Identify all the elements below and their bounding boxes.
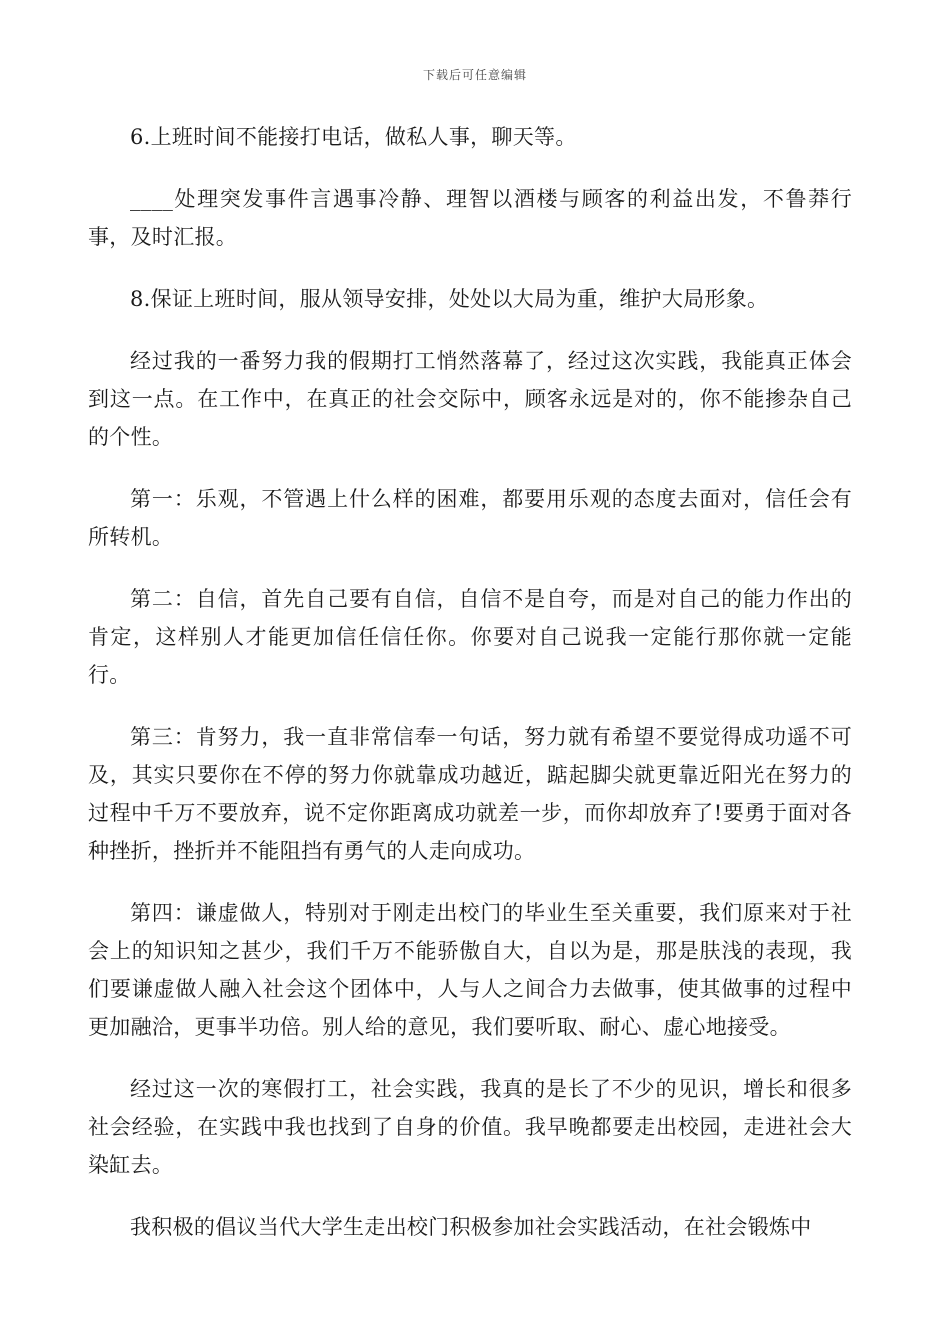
document-body xyxy=(88,118,852,1270)
paragraph-reflection: 经过这一次的寒假打工，社会实践，我真的是长了不少的见识，增长和很多社会经验，在实践中我也找到了自身的价值。我早晚都要走出校园，走进社会大染缸去。 xyxy=(88,1077,852,1177)
paragraph-summary: 经过我的一番努力我的假期打工悄然落幕了，经过这次实践，我能真正体会到这一点。在工作中，在真正的社会交际中，顾客永远是对的，你不能掺杂自己的个性。 xyxy=(88,349,852,449)
paragraph-rule-7: ____处理突发事件言遇事冷静、理智以酒楼与顾客的利益出发，不鲁莽行事，及时汇报。 xyxy=(88,187,852,249)
paragraph-proposal: 我积极的倡议当代大学生走出校门积极参加社会实践活动，在社会锻炼中 xyxy=(130,1215,812,1239)
paragraph-point-three: 第三：肯努力，我一直非常信奉一句话，努力就有希望不要觉得成功遥不可及，其实只要你在不停的努力你就靠成功越近，踮起脚尖就更靠近阳光在努力的过程中千万不要放弃，说不定你距离成功就差一步，而你却放弃了!要勇于面对各种挫折，挫折并不能阻挡有勇气的人走向成功。 xyxy=(88,725,852,863)
page-header: 下载后可任意编辑 xyxy=(422,68,527,82)
paragraph-point-four: 第四：谦虚做人，特别对于刚走出校门的毕业生至关重要，我们原来对于社会上的知识知之甚少，我们千万不能骄傲自大，自以为是，那是肤浅的表现，我们要谦虚做人融入社会这个团体中，人与人之间合力去做事，使其做事的过程中更加融洽，更事半功倍。别人给的意见，我们要听取、耐心、虚心地接受。 xyxy=(88,901,852,1039)
paragraph-point-one: 第一：乐观，不管遇上什么样的困难，都要用乐观的态度去面对，信任会有所转机。 xyxy=(88,487,852,549)
paragraph-point-two: 第二：自信，首先自己要有自信，自信不是自夸，而是对自己的能力作出的肯定，这样别人才能更加信任信任你。你要对自己说我一定能行那你就一定能行。 xyxy=(88,587,852,687)
paragraph-rule-6: 6.上班时间不能接打电话，做私人事，聊天等。 xyxy=(130,125,577,149)
paragraph-rule-8: 8.保证上班时间，服从领导安排，处处以大局为重，维护大局形象。 xyxy=(130,287,769,311)
